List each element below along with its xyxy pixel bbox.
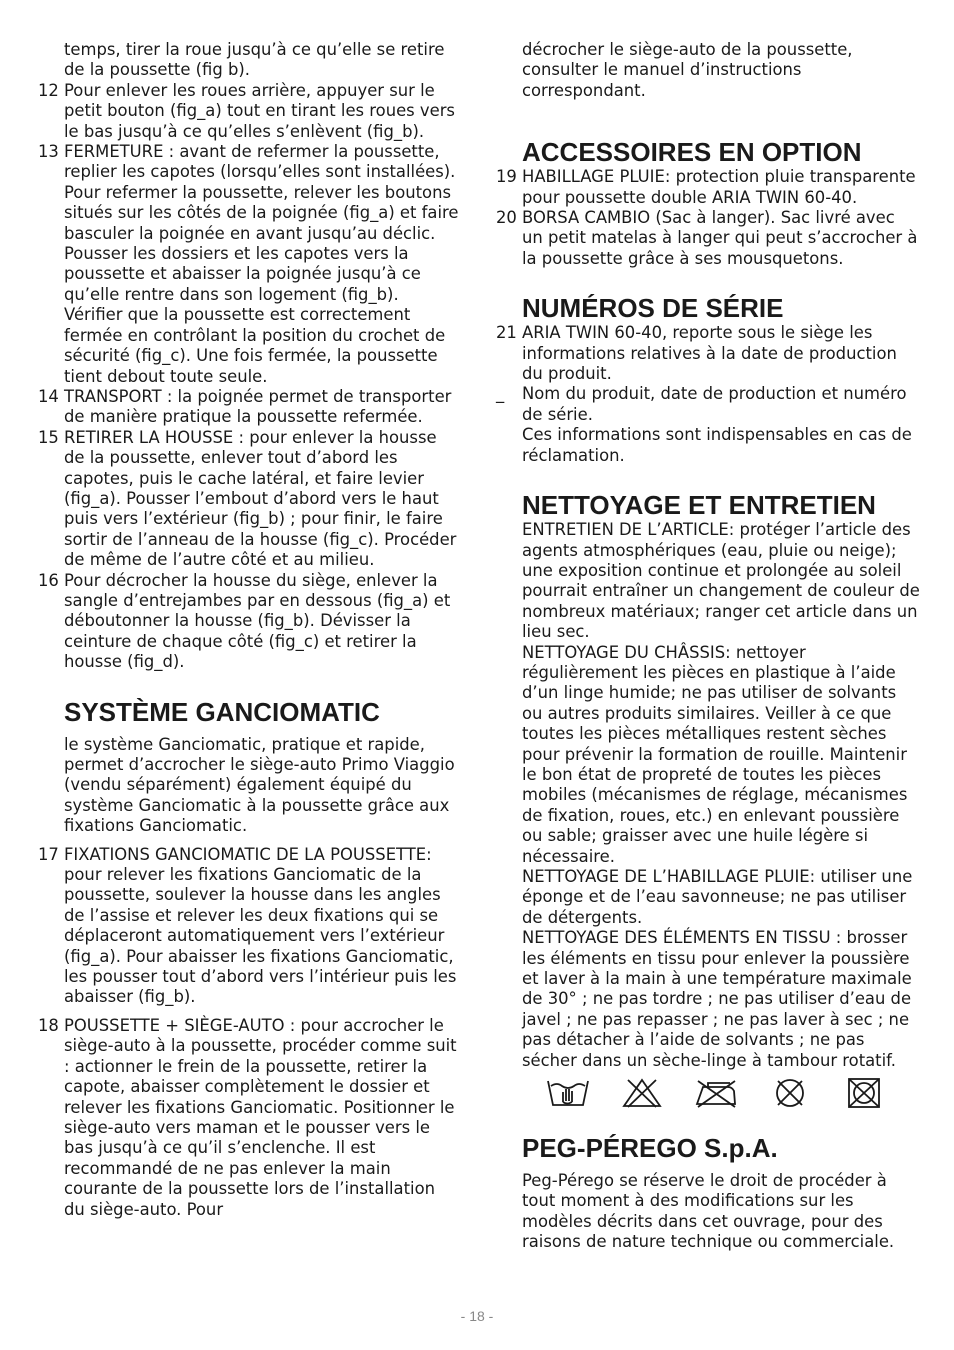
serie-note-paragraph: Ces informations sont indispensables en cas de réclamation.	[522, 425, 912, 465]
left-intro-paragraph: temps, tirer la roue jusqu’à ce qu’elle se retire de la poussette (fig b).	[64, 40, 445, 80]
section-title-company: PEG-PÉREGO S.p.A.	[522, 1133, 778, 1164]
list-item-17: 17 FIXATIONS GANCIOMATIC DE LA POUSSETTE: pour relever les fixations Ganciomatic de la poussette, soulever la housse dans les angles de l’assise et relever les deux fixations qui se déplaceront automatiquement vers l’extérieur (fig_a). Pour abaisser les fixations Ganciomatic, les pousser tout d’abord vers l’intérieur puis les abaisser (fig_b).	[38, 844, 457, 1007]
company-paragraph: Peg-Pérego se réserve le droit de procéder à tout moment à des modifications sur les modèles décrits dans cet ouvrage, pour des raisons de nature technique ou commerciale.	[522, 1171, 895, 1252]
no-dry-clean-icon	[768, 1077, 812, 1109]
nettoyage-paragraph-habillage: NETTOYAGE DE L’HABILLAGE PLUIE: utiliser une éponge et de l’eau savonneuse; ne pas utiliser de détergents.	[522, 867, 913, 927]
no-tumble-dry-icon	[842, 1077, 886, 1109]
right-column	[496, 40, 920, 1253]
nettoyage-paragraph-tissu: NETTOYAGE DES ÉLÉMENTS EN TISSU : brosser les éléments en tissu pour enlever la poussière et laver à la main à une température maximale de 30° ; ne pas tordre ; ne pas utiliser d’eau de javel ; ne pas repasser ; ne pas laver à sec ; ne pas détacher à l’aide de solvants ; ne pas sécher dans un sèche-linge à tambour rotatif.	[522, 928, 912, 1070]
list-item-14: 14 TRANSPORT : la poignée permet de transporter de manière pratique la poussette refermée.	[38, 386, 452, 427]
list-item-18: 18 POUSSETTE + SIÈGE-AUTO : pour accrocher le siège-auto à la poussette, procéder comme suit : actionner le frein de la poussette, retirer la capote, abaisser complètement le dossier et relever les fixations Ganciomatic. Positionner le siège-auto vers maman et le pousser vers le bas jusqu’à ce qu’il s’enclenche. Il est recommandé de ne pas enlever la main courante de la poussette lors de l’installation du siège-auto. Pour	[38, 1015, 457, 1219]
list-item-16: 16 Pour décrocher la housse du siège, enlever la sangle d’entrejambes par en dessous (fig_a) et déboutonner la housse (fig_b). Dévisser la ceinture de chaque côté (fig_c) et retirer la housse (fig_d).	[38, 570, 451, 672]
hand-wash-icon	[546, 1077, 590, 1109]
section-title-ganciomatic: SYSTÈME GANCIOMATIC	[64, 696, 380, 727]
no-bleach-icon	[620, 1077, 664, 1109]
list-item-serial-info: _ Nom du produit, date de production et numéro de série.	[496, 384, 907, 424]
ganciomatic-intro-paragraph: le système Ganciomatic, pratique et rapide, permet d’accrocher le siège-auto Primo Viaggio (vendu séparément) également équipé du système Ganciomatic à la poussette grâce aux fixations Ganciomatic.	[64, 734, 455, 836]
list-item-19: 19 HABILLAGE PLUIE: protection pluie transparente pour poussette double ARIA TWIN 60-40.	[496, 167, 916, 207]
section-title-numeros-de-serie: NUMÉROS DE SÉRIE	[522, 293, 784, 324]
list-item-13: 13 FERMETURE : avant de refermer la poussette, replier les capotes (lorsqu’elles sont installées). Pour refermer la poussette, relever les boutons situés sur les côtés de la poignée (fig_a) et faire basculer la poignée en avant jusqu’au déclic. Pousser les dossiers et les capotes vers la poussette et abaisser la poignée jusqu’à ce qu’elle rentre dans son logement (fig_b). Vérifier que la poussette est correctement fermée en contrôlant la position du crochet de sécurité (fig_c). Une fois fermée, la poussette tient debout toute seule.	[38, 142, 459, 386]
list-item-12: 12 Pour enlever les roues arrière, appuyer sur le petit bouton (fig_a) tout en tirant les roues vers le bas jusqu’à ce qu’elles s’enlèvent (fig_b).	[38, 80, 455, 141]
left-column	[38, 40, 460, 1220]
no-iron-icon	[694, 1077, 738, 1109]
list-item-21: 21 ARIA TWIN 60-40, reporte sous le siège les informations relatives à la date de production du produit.	[496, 323, 897, 384]
nettoyage-paragraph-chassis: NETTOYAGE DU CHÂSSIS: nettoyer régulièrement les pièces en plastique à l’aide d’un linge humide; ne pas utiliser de solvants ou autres produits similaires. Veiller à ce que toutes les pièces métalliques restent sèches pour prévenir la formation de rouille. Maintenir le bon état de propreté de toutes les pièces mobiles (mécanismes de réglage, mécanismes de fixation, roues, etc.) en enlevant poussière ou sable; graisser avec une huile légère si nécessaire.	[522, 642, 908, 866]
list-item-20: 20 BORSA CAMBIO (Sac à langer). Sac livré avec un petit matelas à langer qui peut s’accrocher à la poussette grâce à ses mousquetons.	[496, 208, 918, 268]
section-title-accessoires: ACCESSOIRES EN OPTION	[522, 137, 862, 168]
page-number: - 18 -	[460, 1308, 494, 1324]
section-title-nettoyage: NETTOYAGE ET ENTRETIEN	[522, 490, 876, 521]
right-intro-paragraph: décrocher le siège-auto de la poussette, consulter le manuel d’instructions correspondant.	[522, 40, 853, 100]
nettoyage-paragraph-entretien: ENTRETIEN DE L’ARTICLE: protéger l’article des agents atmosphériques (eau, pluie ou neige); une exposition continue et prolongée au soleil pourrait entraîner un changement de couleur de nombreux matériaux; ranger cet article dans un lieu sec.	[522, 520, 920, 642]
care-symbols-row	[496, 1077, 920, 1109]
list-item-15: 15 RETIRER LA HOUSSE : pour enlever la housse de la poussette, enlever tout d’abord les capotes, puis le cache latéral, et faire levier (fig_a). Pousser l’embout d’abord vers le haut puis vers l’extérieur (fig_b) ; pour finir, le faire sortir de l’anneau de la housse (fig_c). Procéder de même de l’autre côté et au milieu.	[38, 427, 457, 570]
